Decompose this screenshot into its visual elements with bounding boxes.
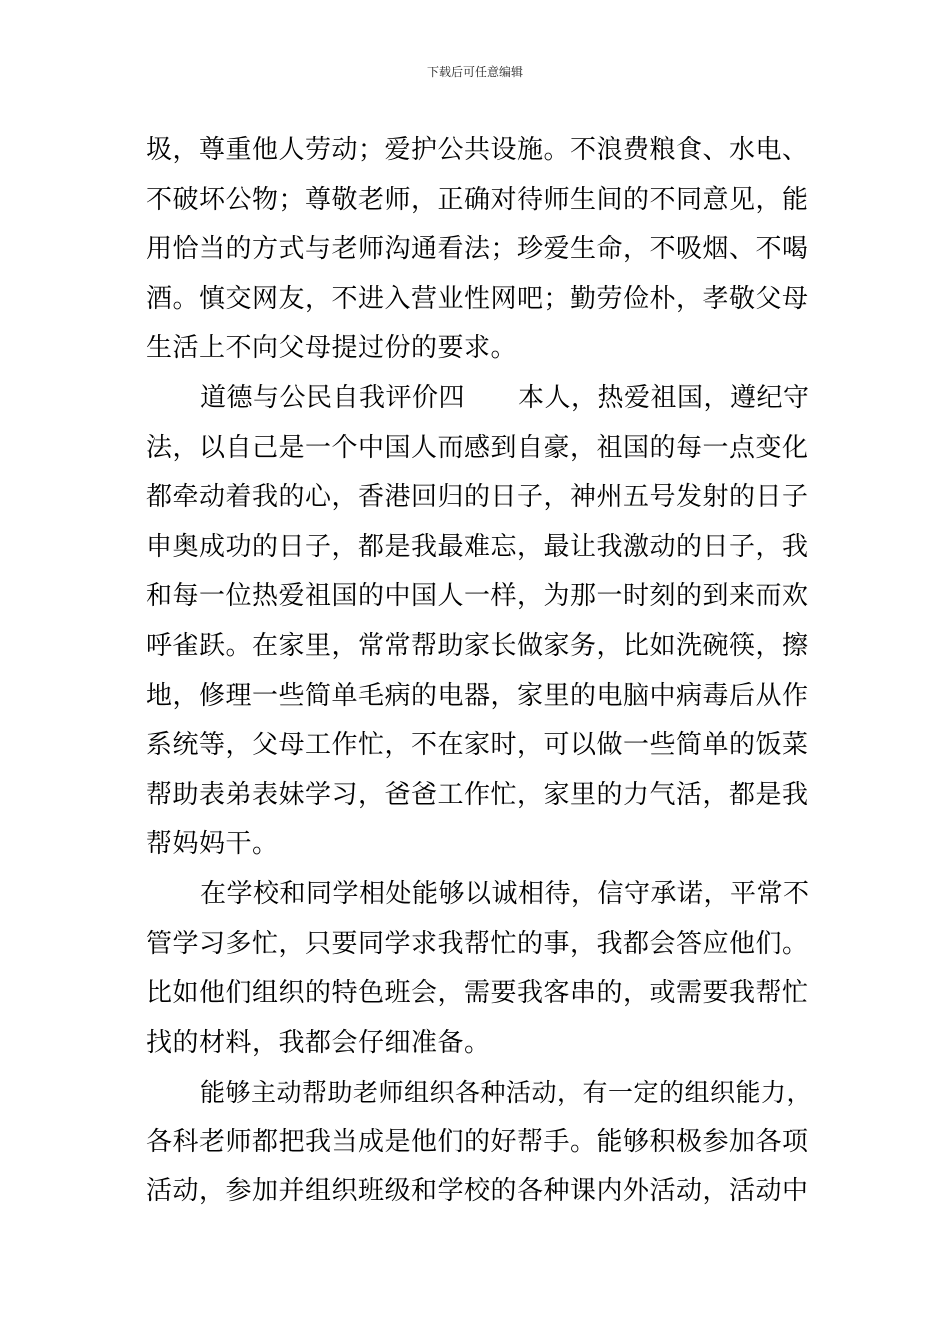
text-line: 找的材料，我都会仔细准备。	[146, 1027, 491, 1058]
text-line: 不破坏公物；尊敬老师，正确对待师生间的不同意见，能	[146, 184, 809, 215]
text-line: 能够主动帮助老师组织各种活动，有一定的组织能力，	[200, 1078, 813, 1108]
text-line: 和每一位热爱祖国的中国人一样，为那一时刻的到来而欢	[146, 581, 809, 612]
text-line: 用恰当的方式与老师沟通看法；珍爱生命，不吸烟、不喝	[146, 234, 809, 265]
text-line: 帮助表弟表妹学习，爸爸工作忙，家里的力气活，都是我	[146, 779, 809, 810]
text-line: 活动，参加并组织班级和学校的各种课内外活动，活动中	[146, 1176, 809, 1207]
text-line: 地，修理一些简单毛病的电器，家里的电脑中病毒后从作	[146, 680, 809, 711]
text-line: 法，以自己是一个中国人而感到自豪，祖国的每一点变化	[146, 432, 809, 463]
text-line: 系统等，父母工作忙，不在家时，可以做一些简单的饭菜	[146, 730, 809, 761]
text-line: 管学习多忙，只要同学求我帮忙的事，我都会答应他们。	[146, 928, 809, 959]
text-line: 申奥成功的日子，都是我最难忘，最让我激动的日子，我	[146, 531, 809, 562]
document-body	[146, 126, 814, 1217]
page-header: 下载后可任意编辑	[426, 65, 523, 79]
text-line: 在学校和同学相处能够以诚相待，信守承诺，平常不	[200, 878, 810, 909]
text-line: 圾，尊重他人劳动；爱护公共设施。不浪费粮食、水电、	[146, 135, 809, 165]
text-line: 各科老师都把我当成是他们的好帮手。能够积极参加各项	[146, 1126, 809, 1157]
text-line: 生活上不向父母提过份的要求。	[146, 333, 518, 364]
text-line: 帮妈妈干。	[146, 829, 279, 860]
text-line: 道德与公民自我评价四 本人，热爱祖国，遵纪守	[200, 382, 810, 413]
text-line: 都牵动着我的心，香港回归的日子，神州五号发射的日子	[146, 482, 809, 513]
text-line: 酒。慎交网友，不进入营业性网吧；勤劳俭朴，孝敬父母	[146, 283, 809, 314]
text-line: 呼雀跃。在家里，常常帮助家长做家务，比如洗碗筷，擦	[146, 630, 809, 661]
text-line: 比如他们组织的特色班会，需要我客串的，或需要我帮忙	[146, 978, 809, 1009]
